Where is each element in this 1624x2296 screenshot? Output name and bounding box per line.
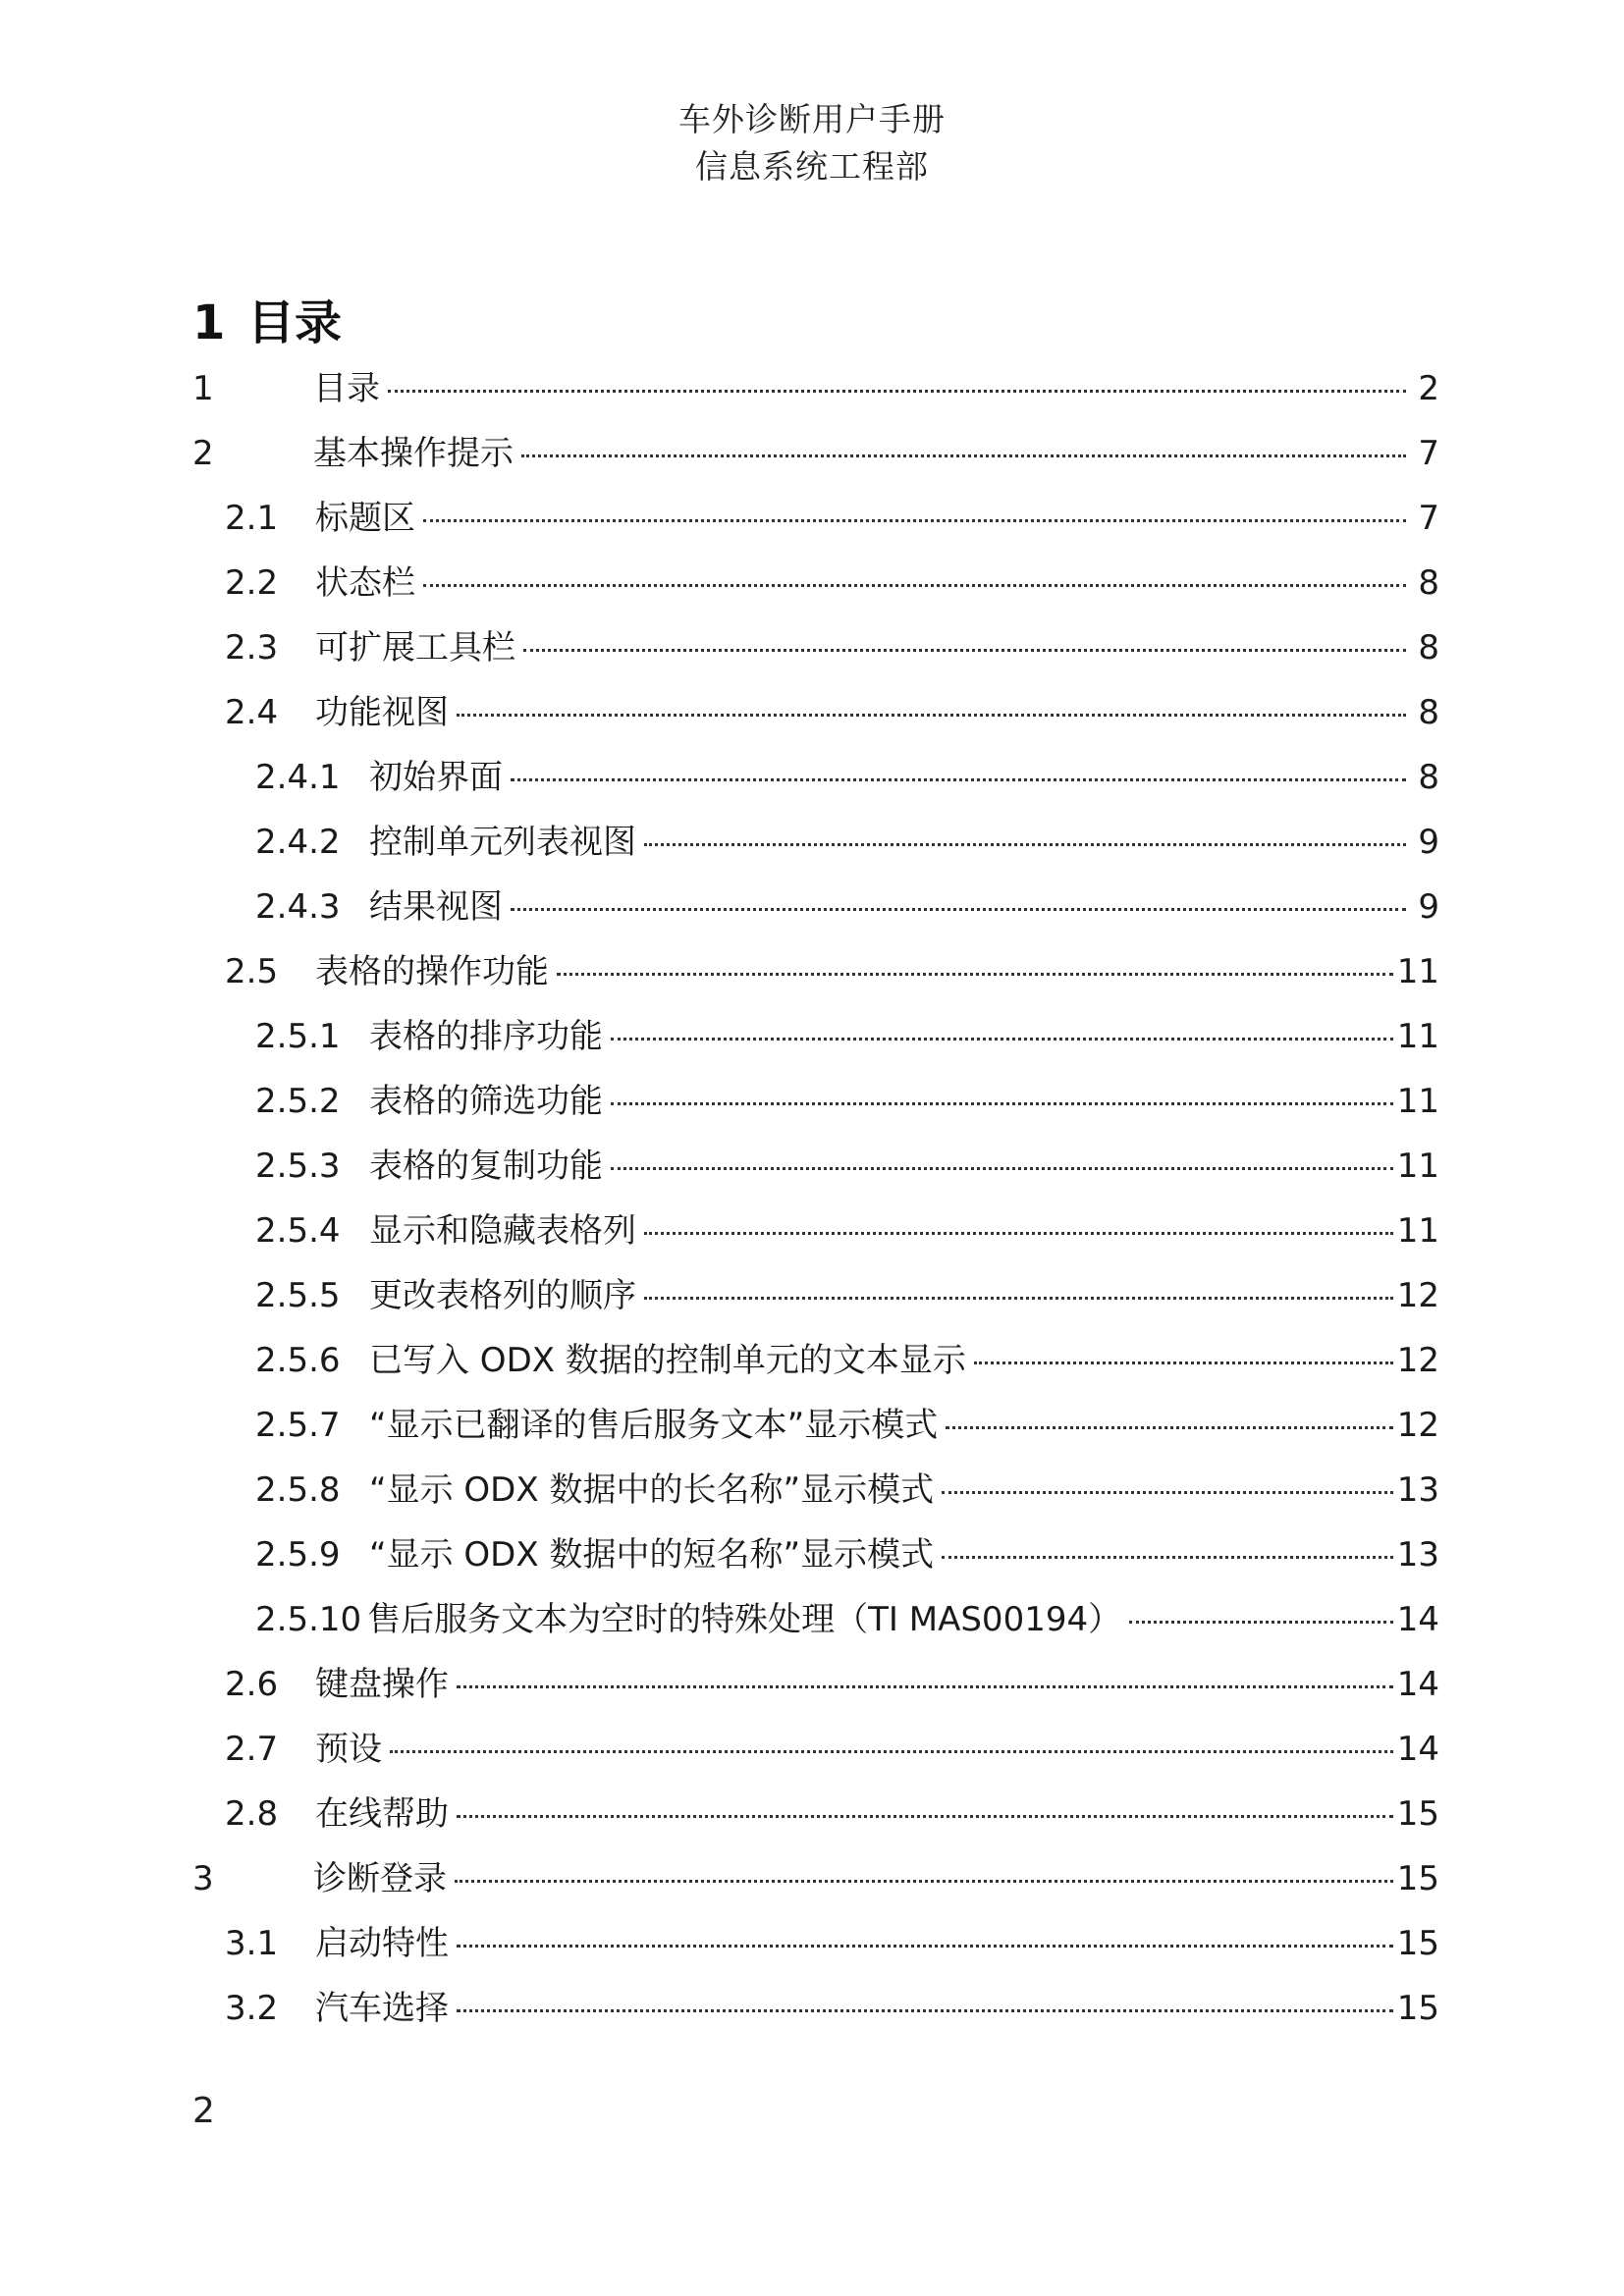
toc-entry[interactable]	[192, 1594, 1439, 1659]
header-department: 信息系统工程部	[695, 147, 929, 186]
table-of-contents	[192, 363, 1439, 2048]
toc-entry-page: 9	[1418, 823, 1439, 862]
toc-entry-page: 2	[1418, 369, 1439, 408]
toc-entry-number: 2.5.10	[255, 1600, 362, 1639]
toc-entry[interactable]	[192, 428, 1439, 493]
toc-entry-page: 11	[1396, 1082, 1439, 1121]
toc-dot-leader	[557, 973, 1393, 976]
toc-entry[interactable]	[192, 687, 1439, 752]
toc-entry-page: 12	[1396, 1406, 1439, 1445]
toc-entry-page: 8	[1418, 693, 1439, 732]
toc-entry-title: 标题区	[315, 499, 415, 538]
toc-entry[interactable]	[192, 1400, 1439, 1465]
toc-entry-number: 2.1	[225, 499, 279, 538]
toc-entry[interactable]	[192, 1983, 1439, 2048]
section-number: 1	[192, 295, 226, 350]
toc-entry-number: 1	[192, 369, 214, 408]
toc-dot-leader	[457, 1945, 1393, 1948]
toc-dot-leader	[457, 2009, 1393, 2012]
toc-dot-leader	[611, 1038, 1393, 1041]
toc-entry-title: “显示 ODX 数据中的短名称”显示模式	[369, 1535, 935, 1575]
toc-entry[interactable]	[192, 1465, 1439, 1529]
toc-entry[interactable]	[192, 1918, 1439, 1983]
toc-entry[interactable]	[192, 622, 1439, 687]
toc-dot-leader	[942, 1556, 1393, 1559]
toc-entry-title: 结果视图	[369, 887, 503, 927]
toc-dot-leader	[946, 1426, 1393, 1429]
toc-entry-title: 表格的筛选功能	[369, 1082, 603, 1121]
toc-entry-title: 控制单元列表视图	[369, 823, 636, 862]
toc-entry-title: 汽车选择	[315, 1989, 449, 2028]
toc-entry-page: 14	[1396, 1730, 1439, 1769]
toc-entry-title: 在线帮助	[315, 1794, 449, 1834]
toc-entry-number: 2.5	[225, 952, 279, 991]
section-title: 目录	[247, 295, 343, 350]
toc-dot-leader	[611, 1102, 1393, 1105]
toc-entry[interactable]	[192, 1141, 1439, 1205]
toc-entry-number: 2.7	[225, 1730, 279, 1769]
toc-dot-leader	[457, 714, 1406, 717]
toc-entry-title: 表格的复制功能	[369, 1147, 603, 1186]
toc-entry-page: 15	[1396, 1989, 1439, 2028]
toc-dot-leader	[390, 1750, 1393, 1753]
toc-entry-number: 2.5.2	[255, 1082, 341, 1121]
toc-dot-leader	[644, 843, 1406, 846]
toc-entry[interactable]	[192, 558, 1439, 622]
toc-entry[interactable]	[192, 881, 1439, 946]
toc-entry-number: 2.5.5	[255, 1276, 341, 1315]
toc-entry[interactable]	[192, 1789, 1439, 1853]
toc-dot-leader	[457, 1815, 1393, 1818]
toc-dot-leader	[644, 1297, 1393, 1300]
toc-entry-page: 12	[1396, 1341, 1439, 1380]
toc-entry[interactable]	[192, 493, 1439, 558]
toc-entry-title: 可扩展工具栏	[315, 628, 515, 667]
toc-entry[interactable]	[192, 1529, 1439, 1594]
toc-entry[interactable]	[192, 363, 1439, 428]
toc-dot-leader	[511, 778, 1406, 781]
toc-entry-number: 2.4.2	[255, 823, 341, 862]
toc-entry-title: 售后服务文本为空时的特殊处理（TI MAS00194）	[367, 1600, 1122, 1639]
toc-dot-leader	[423, 584, 1406, 587]
toc-entry-title: 状态栏	[315, 563, 415, 603]
toc-entry-number: 2.5.9	[255, 1535, 341, 1575]
toc-entry-title: “显示 ODX 数据中的长名称”显示模式	[369, 1470, 935, 1510]
toc-entry-page: 11	[1396, 1017, 1439, 1056]
toc-entry-number: 2.4.1	[255, 758, 341, 797]
toc-dot-leader	[511, 908, 1406, 911]
toc-entry-title: 键盘操作	[315, 1665, 449, 1704]
toc-entry-title: 功能视图	[315, 693, 449, 732]
page-number: 2	[192, 2091, 215, 2131]
toc-entry-title: 表格的操作功能	[315, 952, 549, 991]
toc-entry-page: 8	[1418, 563, 1439, 603]
toc-entry-number: 2.5.1	[255, 1017, 341, 1056]
toc-entry-page: 14	[1396, 1600, 1439, 1639]
toc-entry-number: 2.3	[225, 628, 279, 667]
toc-entry-title: 更改表格列的顺序	[369, 1276, 636, 1315]
toc-entry-page: 14	[1396, 1665, 1439, 1704]
section-heading	[192, 285, 342, 352]
toc-dot-leader	[644, 1232, 1393, 1235]
toc-entry-title: 诊断登录	[313, 1859, 447, 1898]
toc-entry-title: 基本操作提示	[313, 434, 514, 473]
toc-dot-leader	[1129, 1621, 1393, 1624]
toc-entry[interactable]	[192, 1270, 1439, 1335]
toc-entry[interactable]	[192, 1724, 1439, 1789]
toc-entry[interactable]	[192, 1335, 1439, 1400]
toc-entry-title: “显示已翻译的售后服务文本”显示模式	[369, 1406, 939, 1445]
toc-entry-number: 2.4.3	[255, 887, 341, 927]
toc-entry-page: 13	[1396, 1535, 1439, 1575]
toc-entry-number: 2.5.6	[255, 1341, 341, 1380]
toc-entry-number: 2.5.4	[255, 1211, 341, 1251]
toc-entry[interactable]	[192, 752, 1439, 817]
toc-dot-leader	[974, 1362, 1393, 1364]
toc-dot-leader	[523, 649, 1406, 652]
toc-entry-number: 2.5.8	[255, 1470, 341, 1510]
toc-dot-leader	[455, 1880, 1393, 1883]
header-title: 车外诊断用户手册	[678, 100, 946, 138]
toc-entry-title: 初始界面	[369, 758, 503, 797]
toc-dot-leader	[942, 1491, 1393, 1494]
toc-entry-page: 15	[1396, 1924, 1439, 1963]
toc-entry-title: 启动特性	[315, 1924, 449, 1963]
toc-dot-leader	[521, 454, 1406, 457]
toc-entry-page: 13	[1396, 1470, 1439, 1510]
toc-entry-number: 3.2	[225, 1989, 279, 2028]
toc-entry-page: 11	[1396, 952, 1439, 991]
toc-entry-page: 11	[1396, 1147, 1439, 1186]
toc-entry-page: 9	[1418, 887, 1439, 927]
toc-entry[interactable]	[192, 1205, 1439, 1270]
toc-entry-page: 11	[1396, 1211, 1439, 1251]
toc-entry[interactable]	[192, 946, 1439, 1011]
toc-entry[interactable]	[192, 817, 1439, 881]
toc-entry-title: 目录	[313, 369, 380, 408]
toc-entry[interactable]	[192, 1076, 1439, 1141]
running-header	[0, 96, 1624, 190]
toc-dot-leader	[457, 1685, 1393, 1688]
toc-entry-page: 8	[1418, 758, 1439, 797]
toc-entry-title: 显示和隐藏表格列	[369, 1211, 636, 1251]
toc-dot-leader	[388, 390, 1406, 393]
toc-entry-number: 2.4	[225, 693, 279, 732]
toc-dot-leader	[423, 519, 1406, 522]
toc-entry-title: 已写入 ODX 数据的控制单元的文本显示	[369, 1341, 966, 1380]
toc-entry-number: 2	[192, 434, 214, 473]
toc-entry-number: 2.6	[225, 1665, 279, 1704]
toc-entry-page: 8	[1418, 628, 1439, 667]
toc-entry-number: 2.5.3	[255, 1147, 341, 1186]
toc-entry-number: 2.8	[225, 1794, 279, 1834]
toc-entry-number: 3.1	[225, 1924, 279, 1963]
toc-entry-page: 7	[1418, 499, 1439, 538]
toc-entry[interactable]	[192, 1011, 1439, 1076]
toc-entry-title: 表格的排序功能	[369, 1017, 603, 1056]
toc-dot-leader	[611, 1167, 1393, 1170]
toc-entry[interactable]	[192, 1853, 1439, 1918]
toc-entry-page: 7	[1418, 434, 1439, 473]
toc-entry-page: 12	[1396, 1276, 1439, 1315]
toc-entry-number: 3	[192, 1859, 214, 1898]
toc-entry-title: 预设	[315, 1730, 382, 1769]
toc-entry[interactable]	[192, 1659, 1439, 1724]
toc-entry-number: 2.2	[225, 563, 279, 603]
toc-entry-page: 15	[1396, 1794, 1439, 1834]
toc-entry-page: 15	[1396, 1859, 1439, 1898]
toc-entry-number: 2.5.7	[255, 1406, 341, 1445]
